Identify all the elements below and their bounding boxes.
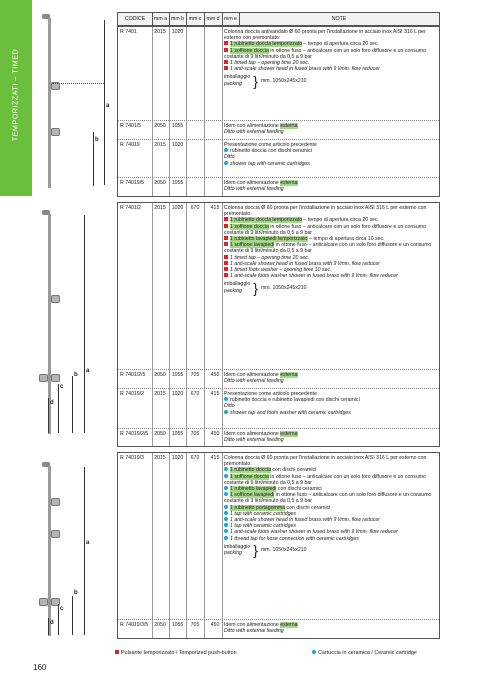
header-b: mm b — [169, 13, 187, 25]
table-header — [117, 12, 440, 26]
legend-cartridge: Cartuccia in ceramica / Ceramic cartridge — [312, 650, 417, 656]
mm-b: 1020 — [171, 29, 184, 35]
header-codice: CODICE — [118, 13, 153, 25]
header-e: mm e — [222, 13, 240, 25]
page-number: 160 — [33, 663, 47, 672]
product-section-2: R 7401/2 2015 1020 670 415 Colonna doccia Ø 60 pronta per l'installazione in acciaio inox AISI 316 L per esterno con premontato: 1 rubinetto doccia temporizzato – tempo di apertura circa 20 sec. 1 soffione doccia in ottone fuso – anticalcare con un solo foro diffusore e un consumo costante di 9 litri/minuto da 0,5 a 9 bar 1 rubinetto lavapiedi temporizzato – tempo di apertura circa 10 sec. 1 soffione lavapiedi in ottone fuso – anticalcare con un solo foro diffusore e un consumo costante di 9 litri/minuto da 0,5 a 9 bar 1 timed tap – opening time 20 sec. 1 anti-scale shower head in fused brass with 9 l/min. flow reducer 1 timed foots washer – opening time 10 sec. 1 anti-scale foots washer shower in fused brass with 9 l/min. flow reducer imballaggio packing } mm. 1050x245x210 R 7401/2/5 2050 1055 705 450 Idem con alimentazione esterna Ditto with external feeding R 74019/2 2015 1020 670 415 Presentazione come articolo precedente rubinetto doccia e rubinetto lavapiedi con dischi ceramici Ditto shower tap and foots washer with ceramic cartridges R 74019/2/5 2050 1055 705 450 Idem con alimentazione esterna Ditto with external feeding — [117, 202, 440, 447]
header-c: mm c — [186, 13, 205, 25]
cartridge-icon — [224, 148, 228, 152]
cartridge-icon — [224, 161, 228, 165]
mm-a: 2015 — [154, 29, 166, 35]
sidebar-label: TEMPORIZZATI – TIMED — [12, 48, 20, 142]
push-button-icon — [224, 41, 228, 45]
header-a: mm a — [152, 13, 170, 25]
push-button-icon — [115, 650, 119, 654]
header-d: mm d — [204, 13, 223, 25]
code: R 7401 — [120, 29, 137, 35]
sidebar-band — [0, 0, 32, 196]
cartridge-icon — [312, 650, 316, 654]
push-button-icon — [224, 48, 228, 52]
push-button-icon — [224, 60, 228, 64]
note: Colonna doccia antivandalo Ø 60 pronta per l'installazione in acciaio inox AISI 316 L per esterno con premontato: 1 rubinetto doccia temporizzato – tempo di apertura circa 20 sec. 1 soffione doccia in ottone fuso – anticalcare con un solo foro diffusore e un consumo costante di 9 litri/minuto da 0,5 a 9 bar 1 timed tap – opening time 20 sec. 1 anti-scale shower head in fused brass with 9 l/min. flow reducer imballaggio packing } mm. 1050x245x210 — [224, 29, 426, 89]
product-section-3: R 74019/3 2015 1020 670 415 Colonna doccia Ø 60 pronta per l'installazione in acciaio inox AISI 316 L per esterno con premontato: 1 rubinetto doccia con dischi ceramici 1 soffione doccia in ottone fuso – anticalcare con un solo foro diffusore e un consumo costante di 9 litri/minuto da 0,5 a 9 bar 1 rubinetto lavapiedi con dischi ceramici 1 soffione lavapiedi in ottone fuso – anticalcare con un solo foro diffusore e un consumo costante di 9 litri/minuto da 0,5 a 9 bar 1 rubinetto portagomma con dischi ceramici 1 tap with ceramic cartridges 1 anti-scale shower head in fused brass with 9 l/min. flow reducer 1 tap with ceramic cartridges 1 anti-scale foots washer shower in fused brass with 9 l/min. flow reducer 1 thread tap for hose connection with ceramic cartridges imballaggio packing } mm. 1050x245x210 R 74019/3/5 2050 1055 705 450 Idem con alimentazione esterna Ditto with external feeding — [117, 452, 440, 639]
header-note: NOTE — [331, 16, 347, 22]
push-button-icon — [224, 66, 228, 70]
product-section-1: R 7401 2015 1020 Colonna doccia antivandalo Ø 60 pronta per l'installazione in acciaio inox AISI 316 L per esterno con premontato: 1 rubinetto doccia temporizzato – tempo di apertura circa 20 sec. 1 soffione doccia in ottone fuso – anticalcare con un solo foro diffusore e un consumo costante di 9 litri/minuto da 0,5 a 9 bar 1 timed tap – opening time 20 sec. 1 anti-scale shower head in fused brass with 9 l/min. flow reducer imballaggio packing } mm. 1050x245x210 R 7401/5 2050 1055 Idem con alimentazione esterna Ditto with external feeding R 74019 2015 1020 Presentazione come articolo precedente rubinetto doccia con dischi ceramici Ditto shower tap with ceramic cartridges R 74019/5 2050 1055 Idem con alimentazione esterna Ditto with external feeding — [117, 26, 440, 197]
legend-push-button: Pulsante temporizzato / Temporized push-button — [115, 650, 237, 656]
